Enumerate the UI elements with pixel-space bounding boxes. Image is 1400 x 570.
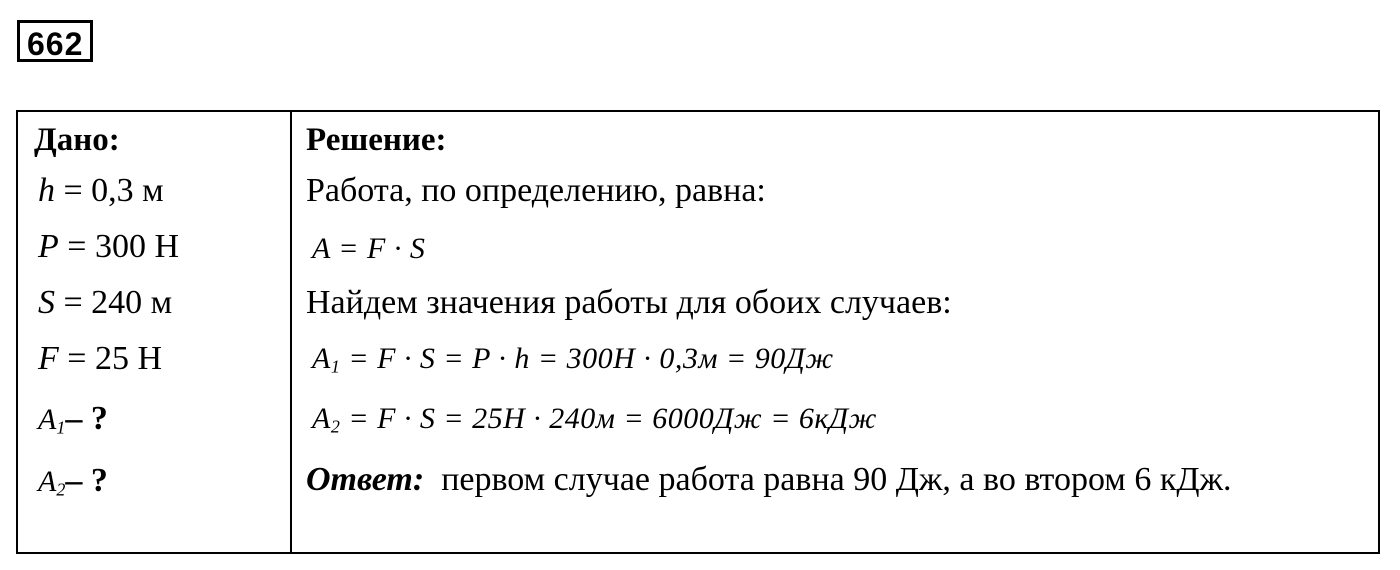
- unknown-a2: [38, 462, 108, 501]
- given-value: = 25 Н: [67, 340, 163, 377]
- answer: [306, 458, 1296, 502]
- unknown-suffix: – ?: [65, 400, 108, 437]
- solution-line-definition: Работа, по определению, равна:: [306, 172, 766, 209]
- given-heading: Дано:: [34, 122, 120, 158]
- given-item-f: [38, 340, 162, 378]
- formula-a1: $A_1 = F \cdot S = P \cdot h = 300H \cdot 0,3м = 90Дж$: [312, 342, 834, 377]
- given-symbol: P: [38, 228, 59, 265]
- unknown-symbol: $A_1$: [38, 403, 66, 438]
- given-value: = 300 Н: [67, 228, 180, 265]
- problem-number: 662: [17, 20, 93, 62]
- unknown-a1: [38, 400, 108, 439]
- solution-line-both-cases: Найдем значения работы для обоих случаев:: [306, 284, 952, 321]
- given-item-p: [38, 228, 179, 266]
- column-divider: [290, 112, 292, 552]
- answer-label: Ответ:: [306, 461, 425, 498]
- solution-heading: Решение:: [306, 122, 447, 158]
- unknown-suffix: – ?: [65, 462, 108, 499]
- given-symbol: S: [38, 284, 55, 321]
- given-symbol: h: [38, 172, 55, 209]
- given-symbol: F: [38, 340, 59, 377]
- given-value: = 240 м: [63, 284, 173, 321]
- problem-table: [16, 110, 1380, 554]
- unknown-symbol: $A_2$: [38, 465, 66, 500]
- answer-text: первом случае работа равна 90 Дж, а во втором 6 кДж.: [424, 461, 1232, 498]
- given-item-h: [38, 172, 164, 210]
- formula-work: A = F · S: [312, 232, 426, 265]
- formula-a2: $A_2 = F \cdot S = 25H \cdot 240м = 6000Дж = 6кДж$: [312, 402, 877, 437]
- given-value: = 0,3 м: [63, 172, 164, 209]
- given-item-s: [38, 284, 172, 322]
